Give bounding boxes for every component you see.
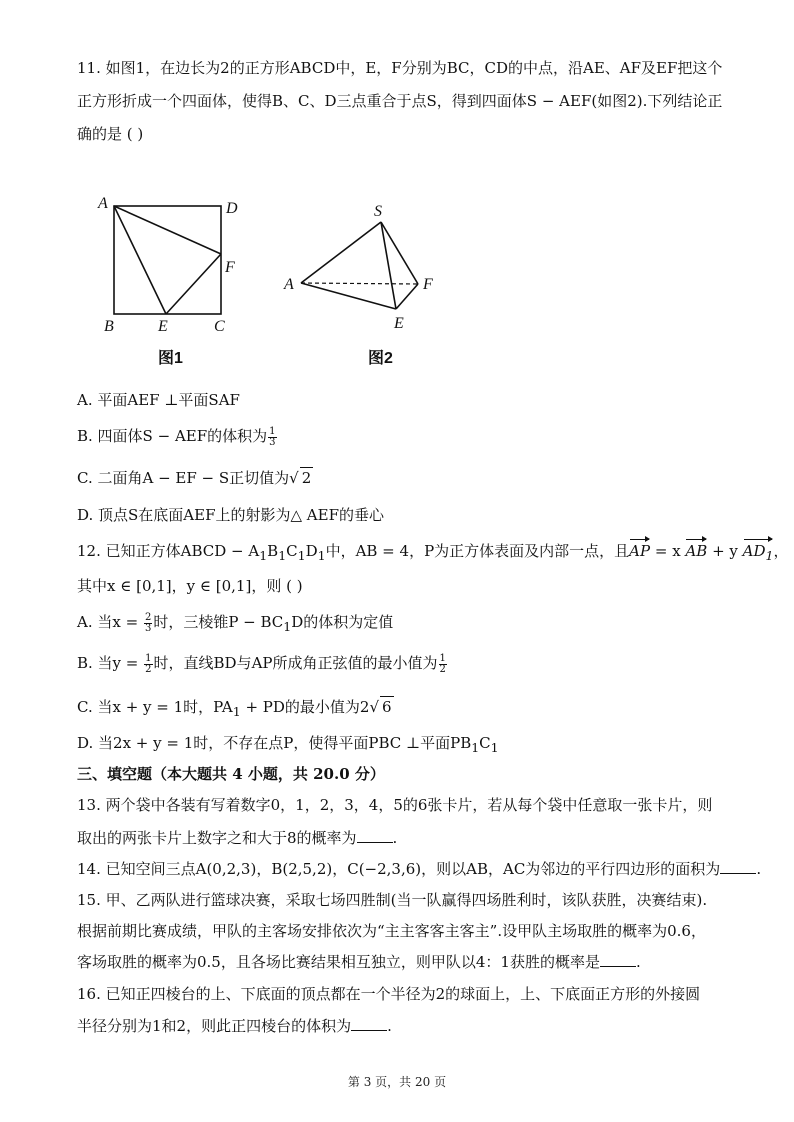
page-footer: 第 3 页，共 20 页 [347,1075,447,1089]
q12-option-d: D. 当2x + y = 1时，不存在点P，使得平面PBC ⊥平面$PB_1C_1$ [77,734,499,755]
q16-answer-blank [351,1016,387,1031]
fig2-point-E: E [394,315,404,332]
q15-answer-blank [600,952,636,967]
figure-2-tetrahedron [278,196,448,336]
fig1-point-B: B [104,318,114,335]
q12-line2: 其中x ∈ [0,1]，y ∈ [0,1]，则 ( ) [77,577,303,595]
fig1-caption: 图1 [158,350,183,367]
q11-option-b: B. 四面体S − AEF的体积为 $\frac{1}{3}$ [77,425,276,448]
q12-line1: 12. 已知正方体ABCD − $A_1B_1C_1D_1$中，AB = 4，P为正方体表面及内部一点，且AP = x AB + y $AD_1$， [77,541,789,566]
q16-line1: 16. 已知正四棱台的上、下底面的顶点都在一个半径为2的球面上，上、下底面正方形的外接圆 [77,985,701,1003]
q13-answer-blank [357,828,393,843]
fig1-point-E: E [158,318,168,335]
q14-line1: 14. 已知空间三点A(0,2,3)，B(2,5,2)，C(−2,3,6)，则以AB，AC为邻边的平行四边形的面积为 . [77,860,762,878]
q12-option-c: C. 当x + y = 1时，$PA_1$ + PD的最小值为2√ 6 [77,698,392,719]
q11-option-c: C. 二面角A − EF − S正切值为√ 2 [77,469,312,487]
q13-line2: 取出的两张卡片上数字之和大于8的概率为 . [77,829,398,847]
q12-option-a: A. 当x = $\frac{2}{3}$ 时，三棱锥$P - BC_1D$的体积为定值 [77,611,394,634]
fig2-point-F: F [423,276,433,293]
vec-ad1: $AD_1$ [743,541,774,566]
q11-option-a: A. 平面AEF ⊥平面SAF [77,391,240,409]
q11-line1: 11. 如图1，在边长为2的正方形ABCD中，E，F分别为BC，CD的中点，沿AE、AF及EF把这个 [77,59,723,77]
fig1-point-D: D [226,200,238,217]
fig1-point-A: A [98,195,108,212]
fig2-point-A: A [284,276,294,293]
fig2-point-S: S [374,203,382,220]
q11-line2: 正方形折成一个四面体，使得B、C、D三点重合于点S，得到四面体S − AEF(如图2).下列结论正 [77,92,723,110]
fig1-point-F: F [225,259,235,276]
q14-answer-blank [720,859,756,874]
q11-line3: 确的是 ( ) [77,125,144,143]
fig2-caption: 图2 [368,350,393,367]
q12-option-b: B. 当y = $\frac{1}{2}$ 时，直线BD与AP所成角正弦值的最小值为 $\frac{1}{2}$ [77,652,446,675]
section-3-heading: 三、填空题（本大题共 4 小题，共 20.0 分） [77,765,385,783]
q11-option-d: D. 顶点S在底面AEF上的射影为△ AEF的垂心 [77,506,384,524]
fig1-point-C: C [214,318,225,335]
figure-1-square [90,188,250,348]
q13-line1: 13. 两个袋中各装有写着数字0，1，2，3，4，5的6张卡片，若从每个袋中任意取一张卡片，则 [77,796,713,814]
q15-line3: 客场取胜的概率为0.5，且各场比赛结果相互独立，则甲队以4：1获胜的概率是 . [77,953,641,971]
q15-line1: 15. 甲、乙两队进行篮球决赛，采取七场四胜制(当一队赢得四场胜利时，该队获胜，决赛结束). [77,891,708,909]
q15-line2: 根据前期比赛成绩，甲队的主客场安排依次为“主主客客主客主”.设甲队主场取胜的概率为0.6， [77,922,706,940]
q16-line2: 半径分别为1和2，则此正四棱台的体积为 . [77,1017,392,1035]
